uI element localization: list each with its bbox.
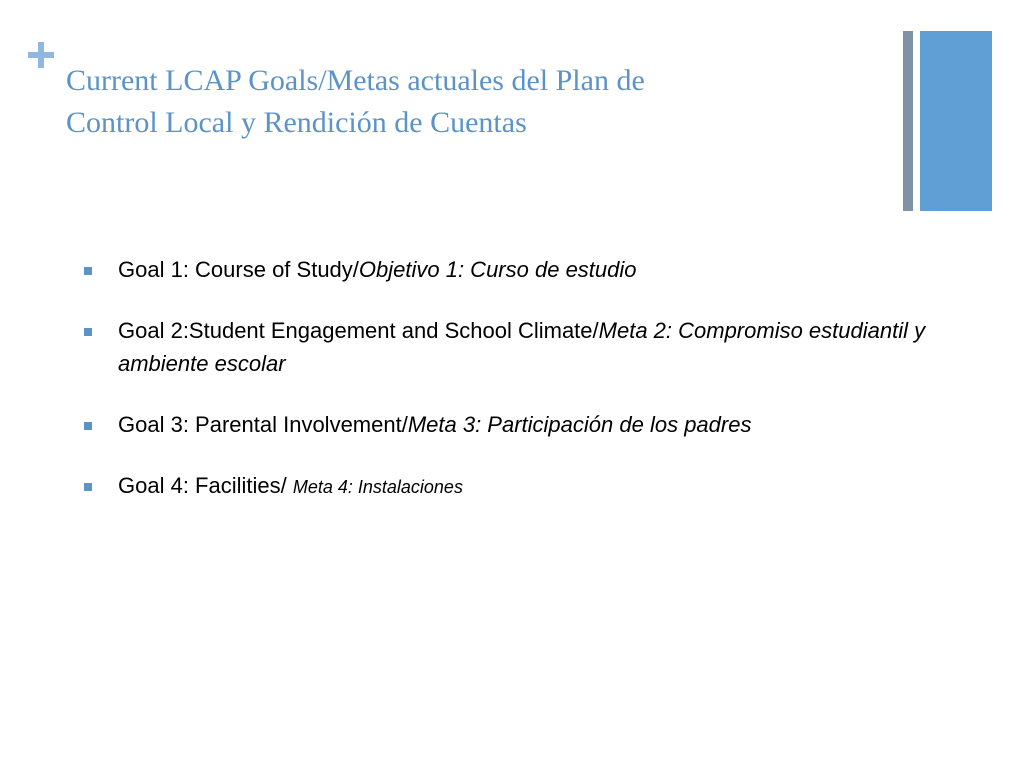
goal-item-2 <box>84 314 944 380</box>
bullet-square-icon <box>84 267 92 275</box>
goal-item-3 <box>84 408 944 441</box>
decorative-bar-thin <box>903 31 913 211</box>
goal-2-spanish: Meta 2: Compromiso estudiantil y ambiente escolar <box>118 318 926 376</box>
plus-icon <box>26 40 56 70</box>
goal-1-spanish: Objetivo 1: Curso de estudio <box>358 257 637 282</box>
goal-2-english: Goal 2:Student Engagement and School Climate/ <box>118 318 599 343</box>
goal-item-4 <box>84 469 944 504</box>
bullet-square-icon <box>84 328 92 336</box>
slide-title-line-2: Control Local y Rendición de Cuentas <box>66 106 527 139</box>
goals-list <box>84 253 944 532</box>
slide-title-line-1: Current LCAP Goals/Metas actuales del Plan de <box>66 64 645 97</box>
bullet-square-icon <box>84 422 92 430</box>
goal-4-english: Goal 4: Facilities/ <box>118 473 293 498</box>
slide-title <box>66 60 846 144</box>
goal-3-english: Goal 3: Parental Involvement/ <box>118 412 408 437</box>
goal-1-english: Goal 1: Course of Study/ <box>118 257 359 282</box>
bullet-square-icon <box>84 483 92 491</box>
goal-item-1 <box>84 253 944 286</box>
goal-4-spanish: Meta 4: Instalaciones <box>292 477 463 497</box>
decorative-bar-thick <box>920 31 992 211</box>
goal-3-spanish: Meta 3: Participación de los padres <box>407 412 752 437</box>
